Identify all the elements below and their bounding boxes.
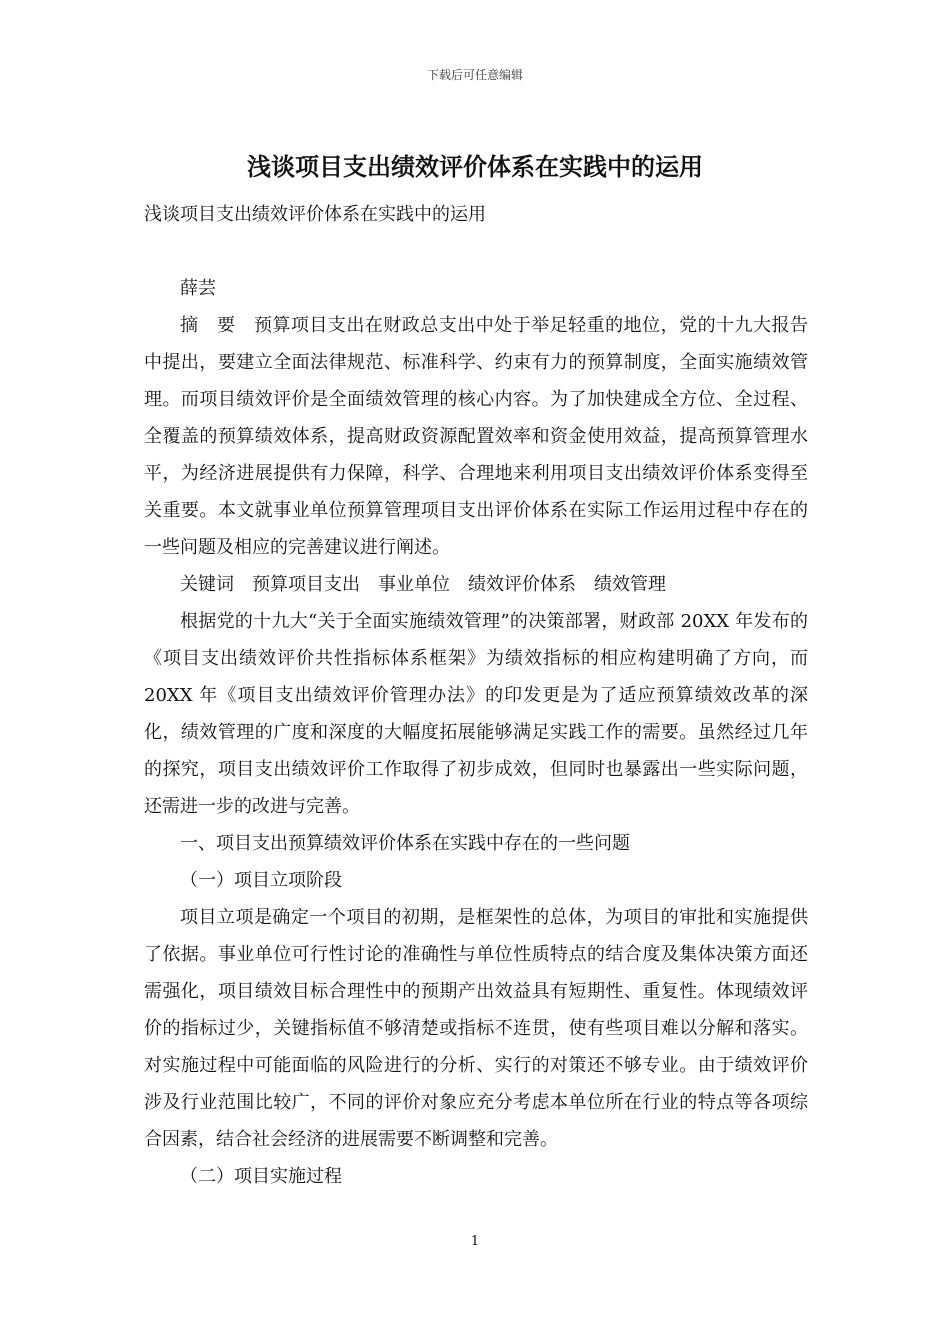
abstract-paragraph: 摘 要 预算项目支出在财政总支出中处于举足轻重的地位，党的十九大报告中提出，要建立全面法律规范、标准科学、约束有力的预算制度，全面实施绩效管理。而项目绩效评价是全面绩效管理的核心内容。为了加快建成全方位、全过程、全覆盖的预算绩效体系，提高财政资源配置效率和资金使用效益，提高预算管理水平，为经济进展提供有力保障，科学、合理地来利用项目支出绩效评价体系变得至关重要。本文就事业单位预算管理项目支出评价体系在实际工作运用过程中存在的一些问题及相应的完善建议进行阐述。: [144, 315, 808, 558]
keywords-line: 关键词 预算项目支出 事业单位 绩效评价体系 绩效管理: [180, 574, 666, 595]
intro-paragraph: 根据党的十九大“关于全面实施绩效管理”的决策部署，财政部 20XX 年发布的《项目支出绩效评价共性指标体系框架》为绩效指标的相应构建明确了方向，而 20XX 年《项目支出绩效评价管理办法》的印发更是为了适应预算绩效改革的深化，绩效管理的广度和深度的大幅度拓展能够满足实践工作的需要。虽然经过几年的探究，项目支出绩效评价工作取得了初步成效，但同时也暴露出一些实际问题，还需进一步的改进与完善。: [144, 611, 808, 817]
subtitle: 浅谈项目支出绩效评价体系在实践中的运用: [144, 204, 486, 225]
section-heading: 一、项目支出预算绩效评价体系在实践中存在的一些问题: [180, 833, 630, 854]
subsection-paragraph: 项目立项是确定一个项目的初期，是框架性的总体，为项目的审批和实施提供了依据。事业单位可行性讨论的准确性与单位性质特点的结合度及集体决策方面还需强化，项目绩效目标合理性中的预期产出效益具有短期性、重复性。体现绩效评价的指标过少，关键指标值不够清楚或指标不连贯，使有些项目难以分解和落实。对实施过程中可能面临的风险进行的分析、实行的对策还不够专业。由于绩效评价涉及行业范围比较广，不同的评价对象应充分考虑本单位所在行业的特点等各项综合因素，结合社会经济的进展需要不断调整和完善。: [144, 907, 808, 1150]
page-number: 1: [470, 1234, 480, 1249]
subsection-heading: （二）项目实施过程: [180, 1166, 342, 1187]
header-note: 下载后可任意编辑: [426, 68, 523, 82]
document-title: 浅谈项目支出绩效评价体系在实践中的运用: [247, 152, 703, 181]
subsection-heading: （一）项目立项阶段: [180, 870, 342, 891]
blank-line: [144, 233, 808, 270]
document-body: [144, 196, 808, 1195]
author: 薛芸: [180, 278, 216, 299]
